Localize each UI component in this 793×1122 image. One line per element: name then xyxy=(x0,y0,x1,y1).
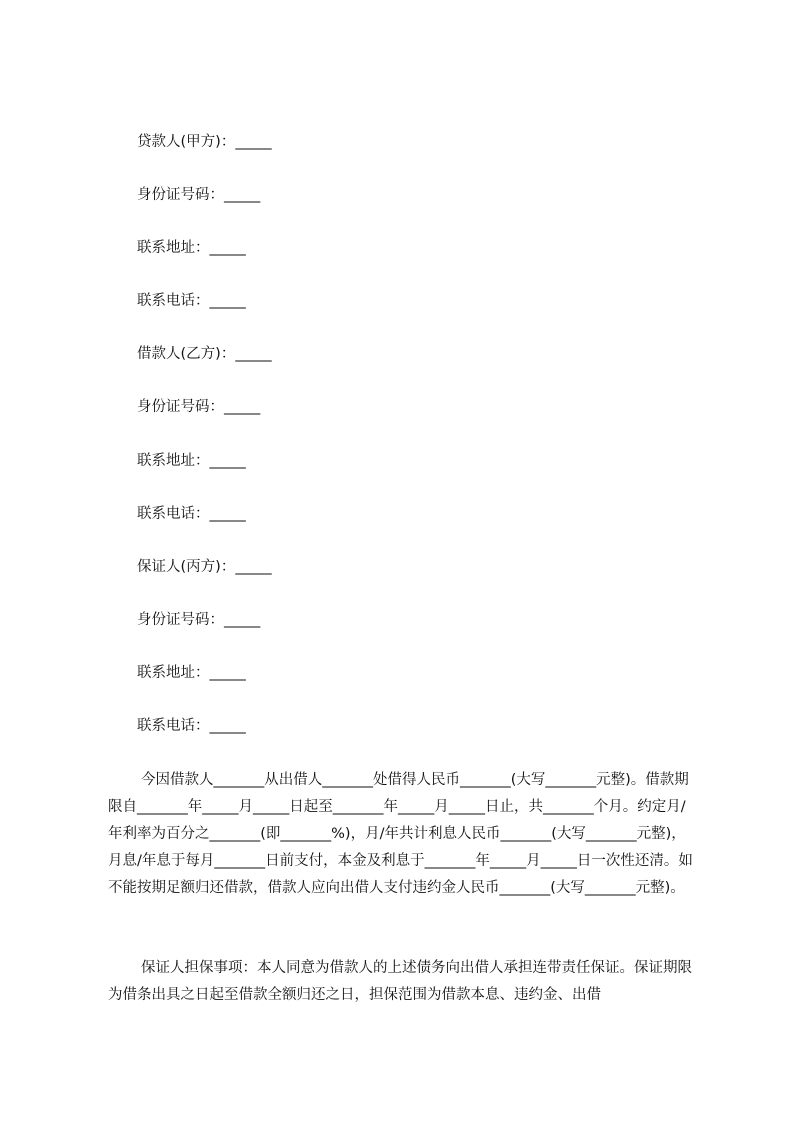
lender-phone-field: 联系电话：_____ xyxy=(137,293,246,309)
lender-name-field: 贷款人(甲方)：_____ xyxy=(137,134,272,150)
borrower-phone-field: 联系电话：_____ xyxy=(137,506,246,522)
borrower-address-field: 联系地址：_____ xyxy=(137,453,246,469)
lender-address-field: 联系地址：_____ xyxy=(137,240,246,256)
guarantor-phone-field: 联系电话：_____ xyxy=(137,718,246,734)
guarantor-name-field: 保证人(丙方)：_____ xyxy=(137,559,272,575)
guarantor-id-number-field: 身份证号码：_____ xyxy=(137,612,261,628)
lender-id-number-field: 身份证号码：_____ xyxy=(137,187,261,203)
guarantor-address-field: 联系地址：_____ xyxy=(137,665,246,681)
borrower-name-field: 借款人(乙方)：_____ xyxy=(137,346,272,362)
guarantee-paragraph: 保证人担保事项：本人同意为借款人的上述债务向出借人承担连带责任保证。保证期限为借条出具之日起至借款全额归还之日，担保范围为借款本息、违约金、出借 xyxy=(108,960,692,1003)
loan-terms-paragraph: 今因借款人_______从出借人_______处借得人民币_______(大写_______元整)。借款期限自_______年_____月_____日起至_______年_____月_____日止，共_______个月。约定月/年利率为百分之_______(即_______%)，月/年共计利息人民币_______(大写_______元整)，月息/年息于每月_______日前支付，本金及利息于_______年_____月_____日一次性还清。如不能按期足额归还借款，借款人应向出借人支付违约金人民币_______(大写_______元整)。 xyxy=(108,772,693,896)
borrower-id-number-field: 身份证号码：_____ xyxy=(137,399,261,415)
